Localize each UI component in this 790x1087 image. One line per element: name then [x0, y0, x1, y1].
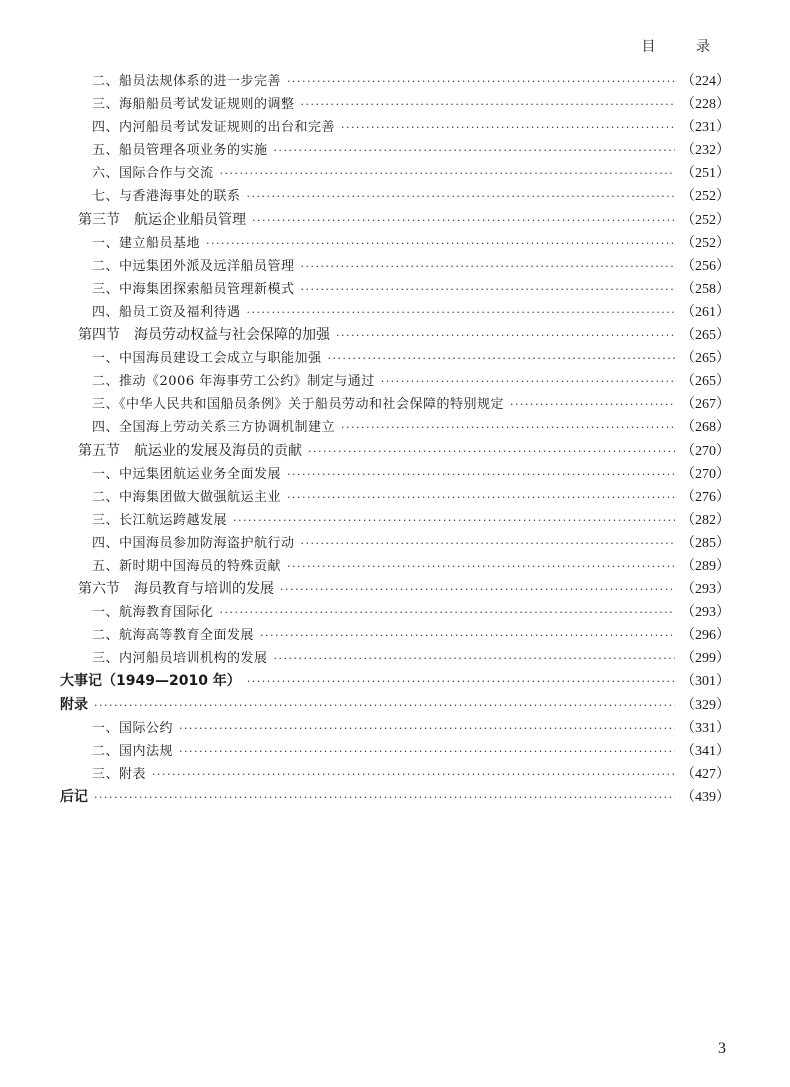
toc-entry-title: 二、中远集团外派及远洋船员管理	[92, 258, 295, 274]
toc-entry-page: （265）	[681, 374, 730, 390]
dot-leader	[287, 555, 675, 578]
toc-entry-page: （293）	[681, 605, 730, 621]
dot-leader	[206, 232, 675, 255]
toc-entry-title: 一、航海教育国际化	[92, 605, 214, 621]
toc-entry-page: （331）	[681, 720, 730, 736]
dot-leader	[341, 416, 675, 439]
toc-entry-page: （270）	[681, 466, 730, 482]
toc-entry-item[interactable]	[60, 278, 730, 301]
dot-leader	[94, 694, 675, 717]
toc-entry-chapter[interactable]	[60, 670, 730, 693]
running-header: 目 录	[641, 39, 728, 55]
toc-entry-item[interactable]	[60, 416, 730, 439]
dot-leader	[247, 670, 675, 693]
toc-entry-title: 一、中国海员建设工会成立与职能加强	[92, 351, 322, 367]
dot-leader	[152, 763, 675, 786]
toc-entry-title: 四、内河船员考试发证规则的出台和完善	[92, 120, 336, 136]
toc-entry-item[interactable]	[60, 162, 730, 185]
toc-entry-page: （258）	[681, 281, 730, 297]
dot-leader	[328, 347, 675, 370]
toc-entry-page: （427）	[681, 766, 730, 782]
toc-entry-title: 一、国际公约	[92, 720, 174, 736]
toc-entry-page: （265）	[681, 328, 730, 344]
toc-entry-title: 五、船员管理各项业务的实施	[92, 143, 268, 159]
toc-entry-page: （301）	[681, 674, 730, 690]
toc-entry-title: 一、建立船员基地	[92, 235, 201, 251]
toc-entry-title: 三、《中华人民共和国船员条例》关于船员劳动和社会保障的特别规定	[92, 397, 505, 413]
toc-entry-chapter[interactable]	[60, 694, 730, 717]
toc-entry-page: （265）	[681, 351, 730, 367]
dot-leader	[233, 509, 675, 532]
dot-leader	[280, 578, 675, 601]
toc-entry-page: （251）	[681, 166, 730, 182]
toc-entry-title: 七、与香港海事处的联系	[92, 189, 241, 205]
toc-entry-title: 四、船员工资及福利待遇	[92, 304, 241, 320]
dot-leader	[381, 370, 675, 393]
dot-leader	[341, 116, 675, 139]
toc-entry-title: 第六节 海员教育与培训的发展	[78, 581, 274, 598]
dot-leader	[274, 139, 675, 162]
toc-entry-item[interactable]	[60, 139, 730, 162]
toc-entry-page: （270）	[681, 443, 730, 459]
toc-entry-page: （252）	[681, 189, 730, 205]
toc-entry-title: 五、新时期中国海员的特殊贡献	[92, 558, 282, 574]
toc-entry-title: 第五节 航运业的发展及海员的贡献	[78, 442, 302, 459]
toc-entry-item[interactable]	[60, 624, 730, 647]
toc-entry-title: 第三节 航运企业船员管理	[78, 211, 246, 228]
dot-leader	[301, 93, 675, 116]
toc-entry-item[interactable]	[60, 555, 730, 578]
toc-entry-item[interactable]	[60, 601, 730, 624]
toc-entry-page: （267）	[681, 397, 730, 413]
toc-entry-page: （282）	[681, 512, 730, 528]
toc-entry-page: （285）	[681, 535, 730, 551]
dot-leader	[336, 324, 675, 347]
toc-entry-page: （439）	[681, 789, 730, 805]
toc-entry-section[interactable]	[60, 324, 730, 347]
toc-entry-title: 大事记（1949—2010 年）	[60, 673, 241, 690]
dot-leader	[179, 717, 675, 740]
dot-leader	[179, 740, 675, 763]
toc-entry-title: 三、中海集团探索船员管理新模式	[92, 281, 295, 297]
toc-entry-title: 二、推动《2006 年海事劳工公约》制定与通过	[92, 374, 375, 390]
toc-entry-page: （231）	[681, 120, 730, 136]
toc-entry-title: 后记	[60, 788, 88, 805]
dot-leader	[274, 647, 675, 670]
toc-entry-title: 二、航海高等教育全面发展	[92, 628, 255, 644]
toc-entry-item[interactable]	[60, 255, 730, 278]
toc-entry-item[interactable]	[60, 301, 730, 324]
toc-entry-section[interactable]	[60, 440, 730, 463]
dot-leader	[252, 209, 675, 232]
toc-entry-page: （276）	[681, 489, 730, 505]
toc-entry-page: （256）	[681, 258, 730, 274]
toc-entry-page: （299）	[681, 651, 730, 667]
dot-leader	[287, 486, 675, 509]
page-number: 3	[718, 1040, 726, 1057]
toc-entry-title: 附录	[60, 696, 88, 713]
toc-entry-page: （293）	[681, 582, 730, 598]
toc-entry-item[interactable]	[60, 532, 730, 555]
toc-entry-item[interactable]	[60, 763, 730, 786]
toc-entry-chapter[interactable]	[60, 786, 730, 809]
toc-entry-page: （296）	[681, 628, 730, 644]
toc-entry-title: 三、附表	[92, 766, 147, 782]
toc-entry-section[interactable]	[60, 578, 730, 601]
toc-entry-item[interactable]	[60, 509, 730, 532]
toc-entry-page: （228）	[681, 97, 730, 113]
dot-leader	[94, 786, 675, 809]
toc-entry-page: （232）	[681, 143, 730, 159]
toc-entry-title: 四、中国海员参加防海盗护航行动	[92, 535, 295, 551]
toc-entry-page: （289）	[681, 558, 730, 574]
toc-entry-title: 六、国际合作与交流	[92, 166, 214, 182]
dot-leader	[308, 440, 675, 463]
toc-entry-title: 二、国内法规	[92, 743, 174, 759]
toc-entry-title: 三、内河船员培训机构的发展	[92, 651, 268, 667]
toc-entry-item[interactable]	[60, 486, 730, 509]
dot-leader	[287, 463, 675, 486]
dot-leader	[510, 393, 675, 416]
toc-entry-item[interactable]	[60, 232, 730, 255]
toc-entry-item[interactable]	[60, 647, 730, 670]
toc-entry-page: （268）	[681, 420, 730, 436]
table-of-contents	[60, 70, 730, 809]
toc-entry-title: 二、中海集团做大做强航运主业	[92, 489, 282, 505]
toc-entry-title: 一、中远集团航运业务全面发展	[92, 466, 282, 482]
toc-entry-page: （252）	[681, 235, 730, 251]
toc-entry-item[interactable]	[60, 370, 730, 393]
toc-entry-item[interactable]	[60, 116, 730, 139]
toc-entry-title: 三、海船船员考试发证规则的调整	[92, 97, 295, 113]
toc-entry-page: （329）	[681, 697, 730, 713]
dot-leader	[301, 255, 675, 278]
dot-leader	[247, 301, 675, 324]
dot-leader	[220, 162, 675, 185]
toc-entry-title: 第四节 海员劳动权益与社会保障的加强	[78, 327, 330, 344]
toc-entry-item[interactable]	[60, 393, 730, 416]
dot-leader	[260, 624, 675, 647]
dot-leader	[287, 70, 675, 93]
toc-entry-title: 二、船员法规体系的进一步完善	[92, 74, 282, 89]
dot-leader	[301, 532, 675, 555]
toc-entry-title: 四、全国海上劳动关系三方协调机制建立	[92, 420, 336, 436]
dot-leader	[220, 601, 675, 624]
toc-entry-section[interactable]	[60, 209, 730, 232]
toc-entry-page: （341）	[681, 743, 730, 759]
toc-entry-item[interactable]	[60, 740, 730, 763]
toc-entry-page: （224）	[681, 74, 730, 89]
dot-leader	[301, 278, 675, 301]
toc-entry-item[interactable]	[60, 185, 730, 208]
toc-entry-title: 三、长江航运跨越发展	[92, 512, 228, 528]
toc-entry-page: （261）	[681, 304, 730, 320]
dot-leader	[247, 185, 675, 208]
toc-entry-item[interactable]	[60, 70, 730, 93]
toc-entry-item[interactable]	[60, 93, 730, 116]
toc-entry-page: （252）	[681, 212, 730, 228]
toc-entry-item[interactable]	[60, 347, 730, 370]
toc-entry-item[interactable]	[60, 717, 730, 740]
toc-entry-item[interactable]	[60, 463, 730, 486]
